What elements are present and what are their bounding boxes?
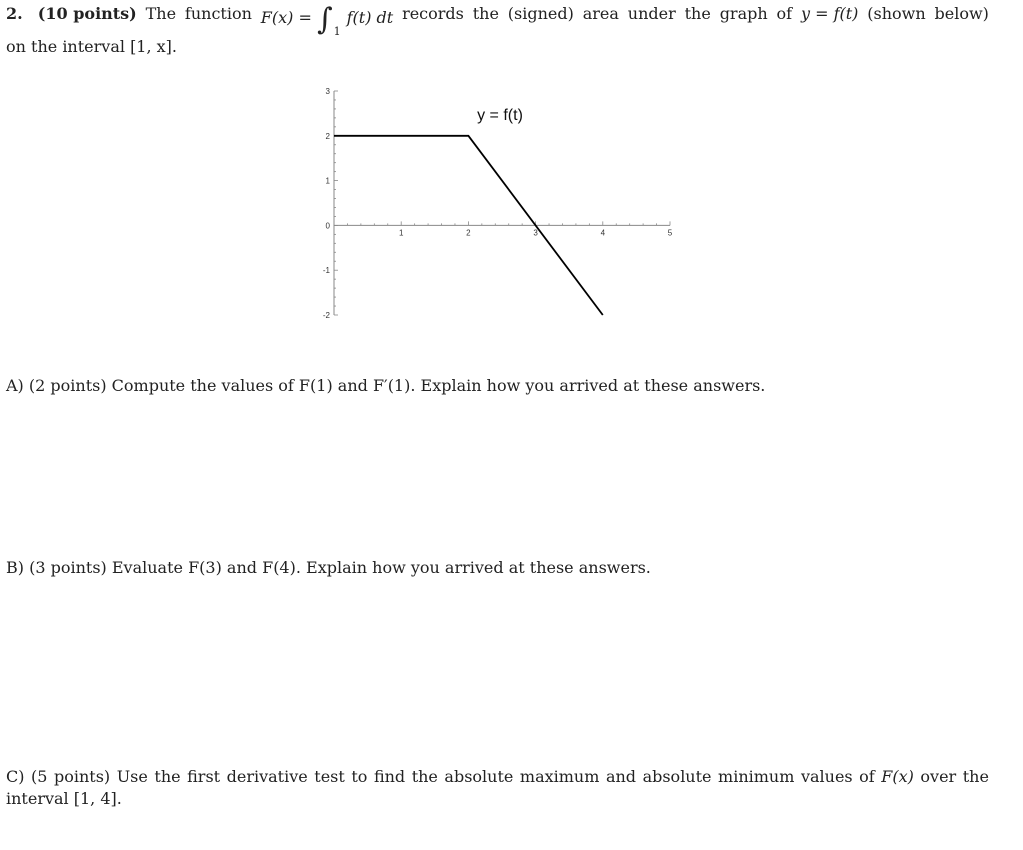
part-c-word: the (154, 767, 181, 786)
y-tick-label: -1 (322, 266, 330, 276)
chart-title: y = f(t) (477, 107, 523, 124)
part-c-F-of-x: F(x) (881, 767, 914, 786)
part-c-word: derivative (226, 767, 308, 786)
word-under: under (627, 4, 676, 23)
word-graph: graph (719, 4, 768, 23)
x-tick-label: 1 (398, 228, 404, 238)
integral-expression (260, 2, 394, 38)
part-b-question: B) (3 points) Evaluate F(3) and F(4). Explain how you arrived at these answers. (6, 558, 651, 577)
part-c-word: of (859, 767, 875, 786)
x-tick-label: 4 (600, 228, 606, 238)
part-c-word: minimum (718, 767, 795, 786)
part-c-word: the (411, 767, 438, 786)
chart-axes (334, 91, 670, 315)
part-a-question: A) (2 points) Compute the values of F(1) and F′(1). Explain how you arrived at these answers. (6, 376, 766, 395)
part-c-word: Use (116, 767, 148, 786)
y-tick-label: 2 (325, 131, 330, 141)
word-function: function (184, 4, 252, 23)
integral-lower-limit: 1 (333, 25, 341, 38)
part-c-word: the (962, 767, 989, 786)
y-tick-label: 3 (325, 87, 330, 96)
part-c-word: (5 (31, 767, 48, 786)
word-area: area (582, 4, 619, 23)
word-signed: (signed) (507, 4, 574, 23)
y-equals-f-of-t: y = f(t) (800, 4, 859, 23)
part-c-word: test (314, 767, 345, 786)
x-tick-label: 5 (667, 228, 673, 238)
function-F-of-x: F(x) = (260, 8, 312, 27)
chart-ticks (334, 91, 670, 315)
problem-points: (10 points) (37, 4, 137, 23)
word-the: The (145, 4, 177, 23)
problem-statement-line-1 (6, 2, 989, 38)
part-c-question-line-2: interval [1, 4]. (6, 789, 122, 808)
part-c-word: over (920, 767, 957, 786)
word-shown: (shown (867, 4, 926, 23)
x-tick-label: 3 (533, 228, 538, 238)
part-c-word: maximum (519, 767, 600, 786)
part-c-word: absolute (444, 767, 514, 786)
y-tick-label: 0 (325, 221, 330, 231)
word-the-2: the (472, 4, 499, 23)
word-the-3: the (684, 4, 711, 23)
part-c-word: points) (53, 767, 111, 786)
y-tick-label: -2 (322, 311, 330, 320)
part-c-word: C) (6, 767, 25, 786)
part-c-word: first (187, 767, 221, 786)
part-c-word: absolute (642, 767, 712, 786)
part-c-word: values (800, 767, 853, 786)
problem-number-and-points (6, 4, 137, 30)
word-below: below) (934, 4, 989, 23)
function-graph (300, 84, 690, 324)
word-of: of (776, 4, 793, 23)
y-tick-label: 1 (325, 176, 330, 186)
part-c-word: find (373, 767, 406, 786)
part-c-question-line-1 (6, 767, 989, 787)
part-c-word: and (605, 767, 637, 786)
integrand: f(t) dt (346, 8, 394, 27)
x-tick-label: 2 (466, 228, 471, 238)
problem-statement-line-2: on the interval [1, x]. (6, 37, 178, 56)
part-c-word: to (351, 767, 368, 786)
problem-number: 2. (6, 4, 23, 23)
word-records: records (402, 4, 464, 23)
integral-sign: ∫ (316, 2, 333, 37)
